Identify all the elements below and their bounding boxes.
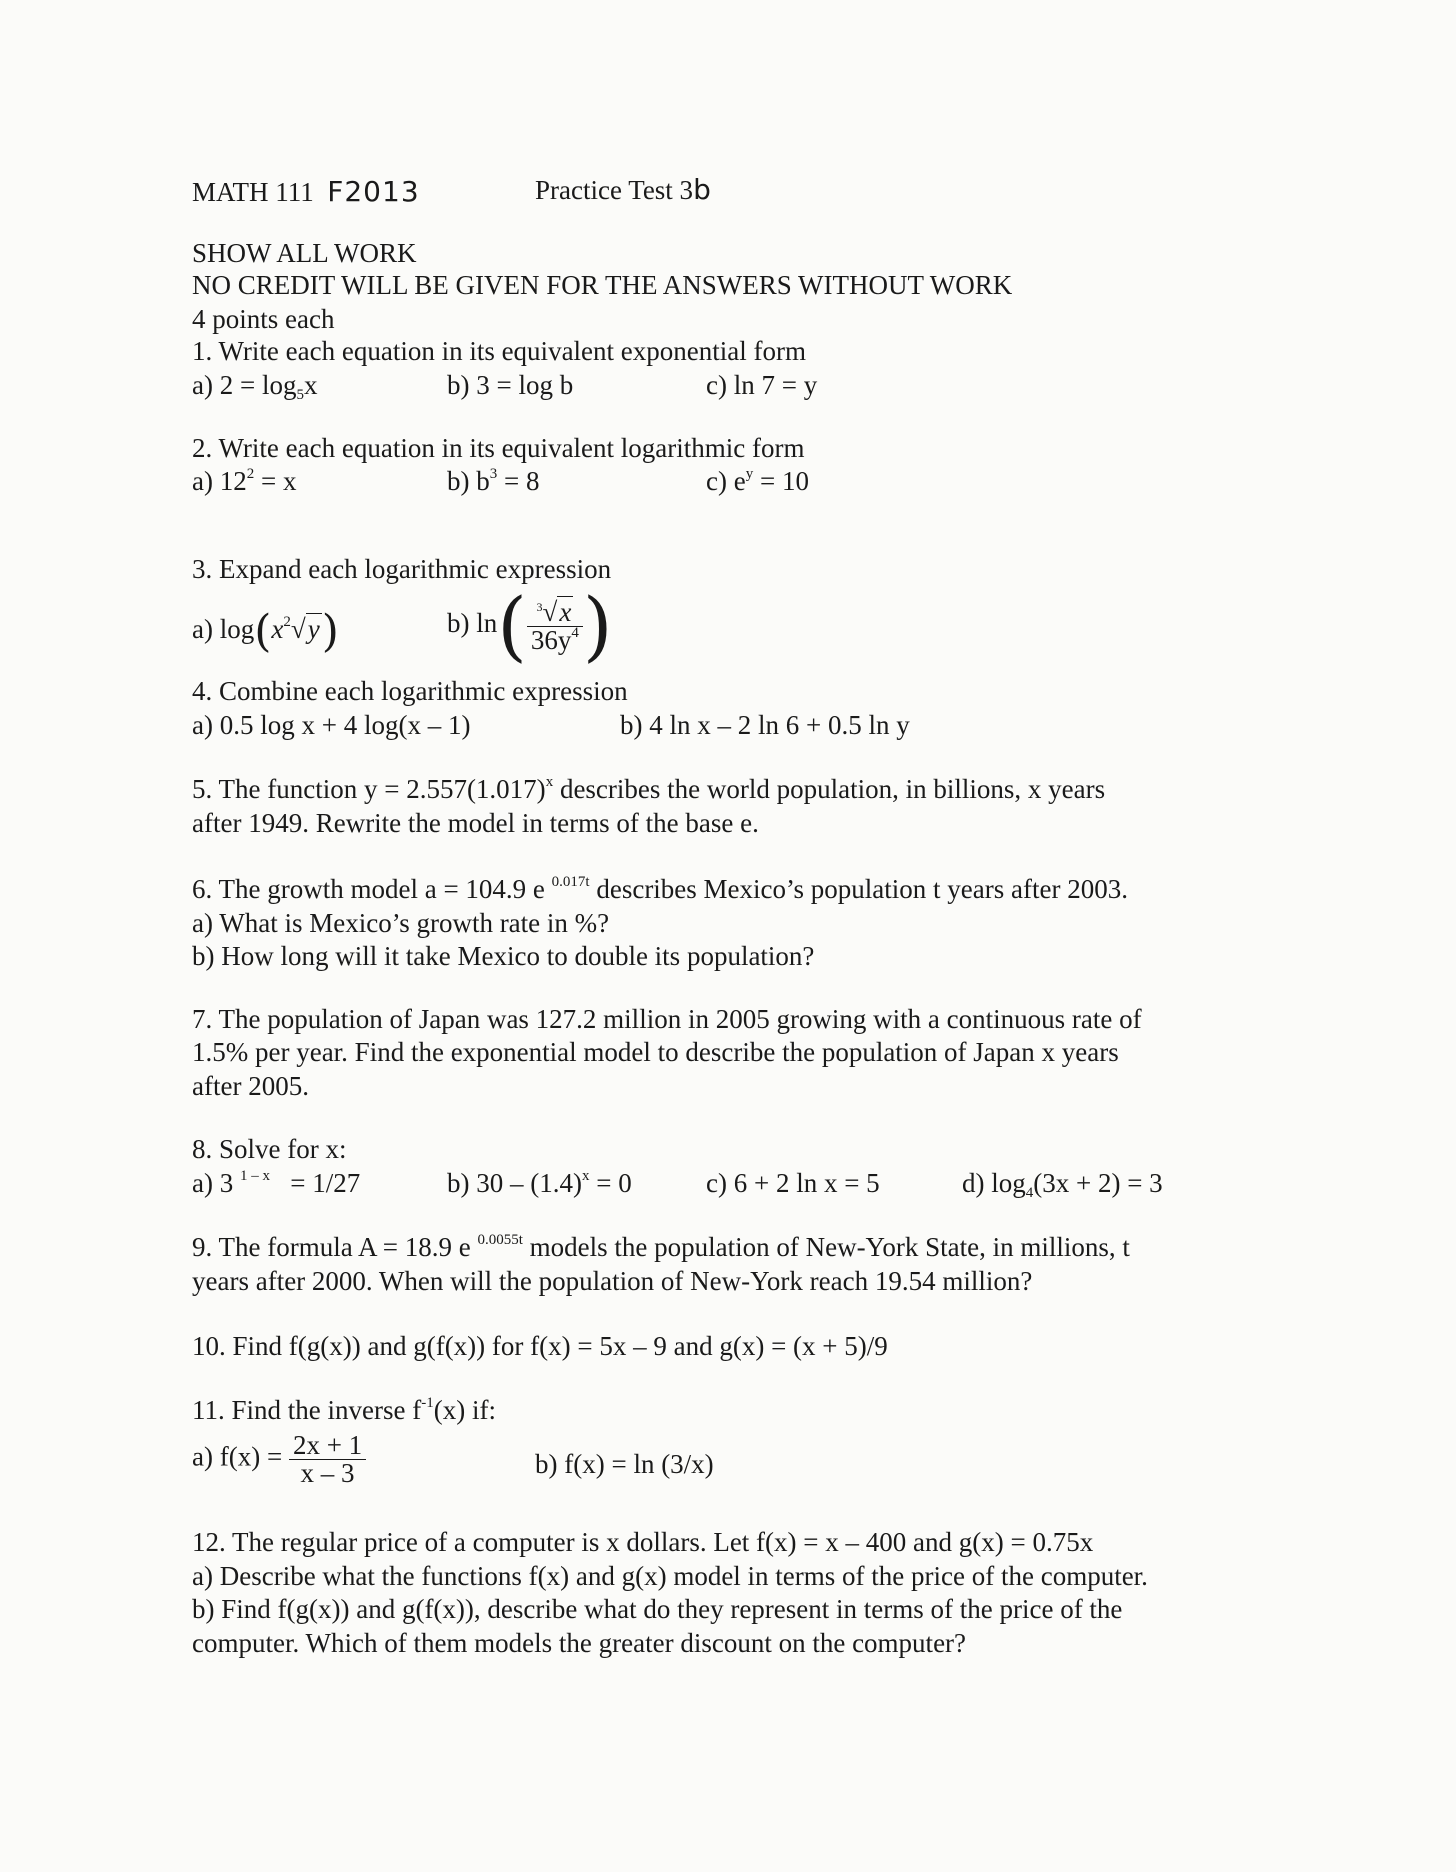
q3-a-label: a) log — [192, 614, 255, 645]
q2-c-sup: y — [745, 466, 754, 482]
q11-a-denominator: x – 3 — [300, 1458, 355, 1488]
q1-part-c: c) ln 7 = y — [706, 370, 818, 400]
q3-part-a: a) $\log(x^2√y)$ — [192, 606, 339, 657]
q1-part-b: b) 3 = log b — [447, 370, 574, 400]
q5-line-2: after 1949. Rewrite the model in terms of the base e. — [192, 808, 759, 838]
q11-part-b: b) f(x) = ln (3/x) — [535, 1449, 714, 1479]
q6-l1-post: describes Mexico’s population t years after 2003. — [589, 874, 1128, 904]
q3-b-root-index: 3 — [536, 599, 543, 614]
q3-a-radicand: y — [307, 614, 320, 645]
q12-line-2: a) Describe what the functions f(x) and g(x) model in terms of the price of the computer. — [192, 1561, 1148, 1591]
q9-l1-sup: 0.0055t — [477, 1232, 523, 1248]
q11-prompt — [192, 1397, 496, 1424]
q3-b-den-text: 36y — [530, 624, 572, 655]
q3-b-numerator: $^3$√x — [527, 599, 583, 627]
q3-prompt: 3. Expand each logarithmic expression — [192, 554, 612, 584]
q8-b-sup: x — [581, 1168, 590, 1184]
q6-l1-text: 6. The growth model a = 104.9 e — [192, 874, 545, 904]
q12-line-3: b) Find f(g(x)) and g(f(x)), describe what do they represent in terms of the price of the — [192, 1594, 1123, 1624]
course-code: MATH 111 — [192, 177, 314, 207]
q8-part-c: c) 6 + 2 ln x = 5 — [706, 1168, 880, 1198]
q1-a-post: x — [303, 370, 318, 400]
q3-b-fraction — [527, 596, 583, 655]
q2-a-sup: 2 — [246, 466, 255, 482]
q8-part-a — [192, 1170, 360, 1197]
q3-b-paren-open: ( — [497, 581, 527, 670]
q11-a-label: a) f(x) = — [192, 1441, 283, 1472]
q6-l1-sup: 0.017t — [551, 874, 590, 890]
q3-part-b — [447, 581, 613, 670]
q1-a-sub: 5 — [296, 387, 304, 403]
q9-line-1 — [192, 1234, 1130, 1261]
q5-l1-text: 5. The function y = 2.557(1.017) — [192, 774, 546, 804]
page-title — [535, 173, 712, 206]
q3-b-radicand: x — [559, 596, 572, 627]
q2-a-post: = x — [254, 466, 297, 496]
q2-a-text: a) 12 — [192, 466, 247, 496]
q1-a-text: a) 2 = log — [192, 370, 297, 400]
q5-l1-post: describes the world population, in billions, x years — [553, 774, 1106, 804]
instruction-no-credit: NO CREDIT WILL BE GIVEN FOR THE ANSWERS WITHOUT WORK — [192, 270, 1013, 300]
course-header — [192, 175, 420, 208]
q2-c-post: = 10 — [753, 466, 809, 496]
q11-a-fraction — [289, 1432, 366, 1487]
q8-part-b — [447, 1170, 632, 1197]
q11-prompt-sup: -1 — [421, 1395, 434, 1411]
term-handwritten: F2013 — [327, 175, 420, 208]
q11-a-numerator: 2x + 1 — [289, 1432, 366, 1460]
q7-line-1: 7. The population of Japan was 127.2 million in 2005 growing with a continuous rate of — [192, 1004, 1142, 1034]
q8-a-text: a) 3 — [192, 1168, 234, 1198]
q11-part-a — [192, 1432, 366, 1487]
q8-part-d — [962, 1168, 1163, 1201]
q2-c-text: c) e — [706, 466, 746, 496]
q4-prompt: 4. Combine each logarithmic expression — [192, 676, 628, 706]
instruction-show-work: SHOW ALL WORK — [192, 238, 417, 268]
q12-line-1: 12. The regular price of a computer is x dollars. Let f(x) = x – 400 and g(x) = 0.75x — [192, 1527, 1094, 1557]
title-handwritten-suffix: b — [693, 173, 712, 206]
q7-line-2: 1.5% per year. Find the exponential model to describe the population of Japan x years — [192, 1037, 1119, 1067]
q2-prompt: 2. Write each equation in its equivalent logarithmic form — [192, 433, 805, 463]
q7-line-3: after 2005. — [192, 1071, 309, 1101]
instruction-points: 4 points each — [192, 304, 335, 334]
q9-l1-post: models the population of New-York State, in millions, t — [522, 1232, 1130, 1262]
q4-part-b: b) 4 ln x – 2 ln 6 + 0.5 ln y — [620, 710, 910, 740]
q8-a-sup: 1 – x — [239, 1168, 270, 1184]
q6-line-1 — [192, 876, 1128, 903]
q8-prompt: 8. Solve for x: — [192, 1134, 347, 1164]
q3-a-paren-close: ) — [321, 606, 339, 657]
q6-part-b: b) How long will it take Mexico to double its population? — [192, 941, 815, 971]
q4-part-a: a) 0.5 log x + 4 log(x – 1) — [192, 710, 471, 740]
q1-part-a — [192, 370, 318, 403]
q2-part-a — [192, 468, 296, 495]
q9-l1-text: 9. The formula A = 18.9 e — [192, 1232, 471, 1262]
q9-line-2: years after 2000. When will the population of New-York reach 19.54 million? — [192, 1266, 1033, 1296]
q3-b-paren-close: ) — [582, 581, 613, 670]
q2-part-b — [447, 468, 539, 495]
q8-d-sub: 4 — [1025, 1185, 1034, 1201]
q10-text: 10. Find f(g(x)) and g(f(x)) for f(x) = 5x – 9 and g(x) = (x + 5)/9 — [192, 1331, 888, 1361]
q3-b-denominator — [527, 624, 583, 655]
q5-line-1 — [192, 776, 1105, 803]
q1-prompt: 1. Write each equation in its equivalent exponential form — [192, 336, 806, 366]
q2-b-sup: 3 — [489, 466, 498, 482]
q8-b-post: = 0 — [589, 1168, 632, 1198]
q12-line-4: computer. Which of them models the greater discount on the computer? — [192, 1628, 967, 1658]
q2-b-post: = 8 — [497, 466, 540, 496]
q8-d-text: d) log — [962, 1168, 1026, 1198]
q6-part-a: a) What is Mexico’s growth rate in %? — [192, 908, 610, 938]
q8-a-post: = 1/27 — [290, 1168, 361, 1198]
q3-a-x: x — [271, 614, 284, 645]
q5-l1-sup: x — [545, 774, 554, 790]
q11-prompt-text: 11. Find the inverse f — [192, 1395, 422, 1425]
q3-b-den-sup: 4 — [571, 624, 579, 641]
q2-b-text: b) b — [447, 466, 490, 496]
q3-b-label: b) ln — [447, 608, 498, 639]
q2-part-c — [706, 468, 809, 495]
title-text: Practice Test 3 — [535, 175, 694, 205]
q11-prompt-post: (x) if: — [433, 1395, 496, 1425]
q8-b-text: b) 30 – (1.4) — [447, 1168, 582, 1198]
q3-a-x-sup: 2 — [283, 614, 291, 631]
q8-d-post: (3x + 2) = 3 — [1033, 1168, 1163, 1198]
q3-a-paren-open: ( — [254, 606, 272, 657]
